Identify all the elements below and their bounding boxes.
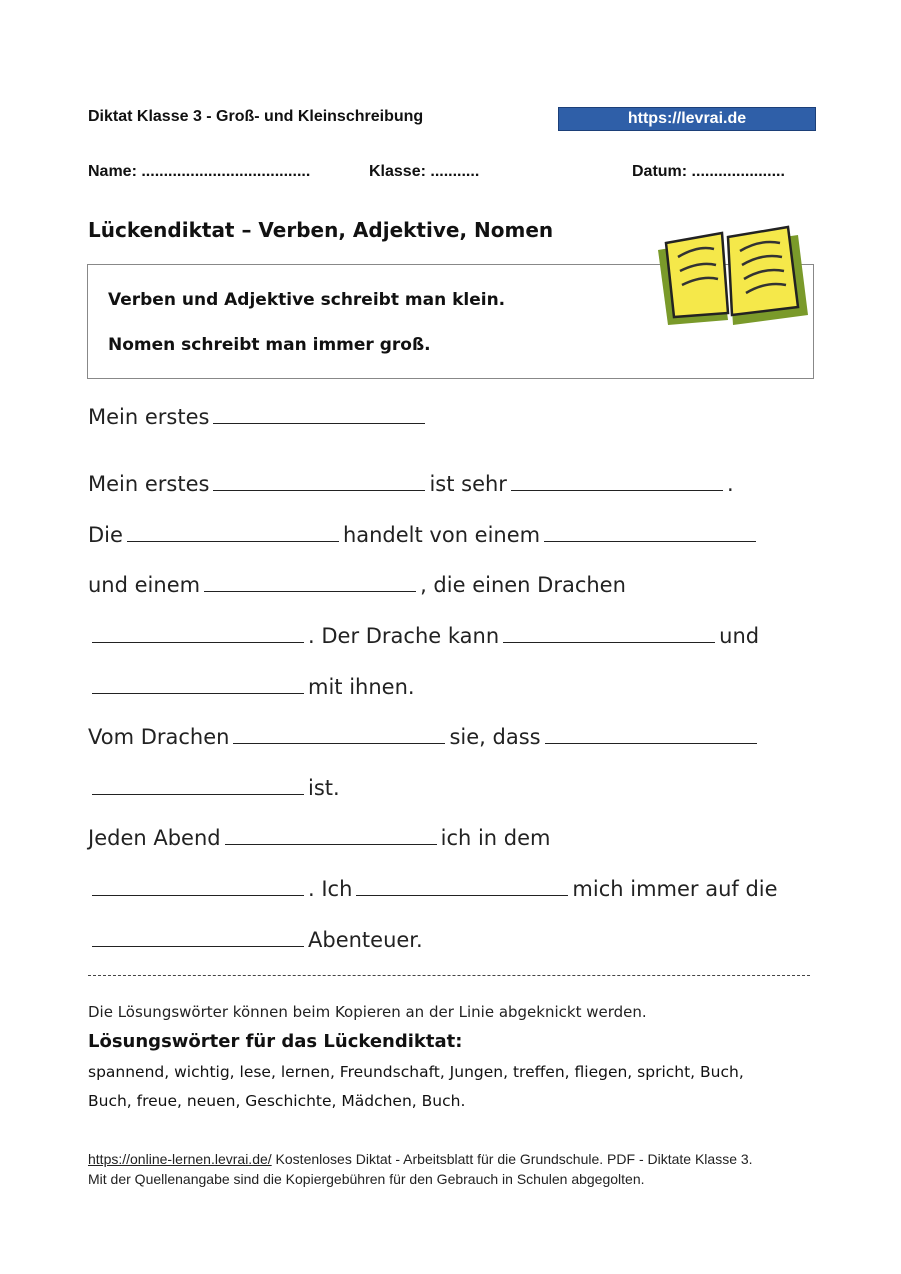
cut-note: Die Lösungswörter können beim Kopieren an der Linie abgeknickt werden.	[88, 1003, 647, 1021]
dictation-text: Jeden Abend	[88, 826, 221, 850]
blank-line[interactable]	[225, 823, 437, 845]
dictation-text: sie, dass	[449, 725, 541, 749]
blank-line[interactable]	[127, 520, 339, 542]
blank-line[interactable]	[92, 925, 304, 947]
dictation-text: mich immer auf die	[572, 877, 778, 901]
blank-line[interactable]	[545, 722, 757, 744]
dictation-line	[88, 823, 551, 850]
blank-line[interactable]	[92, 773, 304, 795]
solution-heading: Lösungswörter für das Lückendiktat:	[88, 1031, 463, 1052]
footer-line	[88, 1151, 753, 1167]
worksheet-header-title: Diktat Klasse 3 - Groß- und Kleinschreibung	[88, 108, 424, 125]
date-field: Datum: .....................	[632, 163, 785, 180]
cut-line-divider	[88, 975, 810, 976]
dictation-line	[88, 570, 626, 597]
name-field: Name: ......................................	[88, 163, 311, 180]
dictation-line	[88, 773, 340, 800]
dictation-text: Mein erstes	[88, 405, 210, 429]
site-badge[interactable]: https://levrai.de	[558, 107, 816, 131]
dictation-line	[88, 672, 415, 699]
dictation-text: , die einen Drachen	[420, 573, 626, 597]
dictation-line	[88, 469, 734, 496]
class-field: Klasse: ...........	[369, 163, 480, 180]
blank-line[interactable]	[233, 722, 445, 744]
blank-line[interactable]	[213, 469, 425, 491]
rule-text: Verben und Adjektive schreibt man klein.	[108, 290, 506, 310]
dictation-text: Abenteuer.	[308, 928, 423, 952]
footer-text: Kostenloses Diktat - Arbeitsblatt für die Grundschule. PDF - Diktate Klasse 3.	[271, 1151, 753, 1167]
blank-line[interactable]	[204, 570, 416, 592]
blank-line[interactable]	[92, 874, 304, 896]
dictation-line	[88, 874, 778, 901]
dictation-text: . Ich	[308, 877, 353, 901]
blank-line[interactable]	[92, 672, 304, 694]
dictation-text: . Der Drache kann	[308, 624, 500, 648]
dictation-line	[88, 520, 760, 547]
solution-words: Buch, freue, neuen, Geschichte, Mädchen, Buch.	[88, 1092, 466, 1110]
rule-text: Nomen schreibt man immer groß.	[108, 335, 431, 355]
dictation-line	[88, 621, 759, 648]
blank-line[interactable]	[92, 621, 304, 643]
dictation-text: ist sehr	[429, 472, 507, 496]
dictation-text: und einem	[88, 573, 201, 597]
dictation-line	[88, 722, 761, 749]
dictation-text: ich in dem	[440, 826, 551, 850]
dictation-text: .	[726, 472, 734, 496]
dictation-text: und	[719, 624, 760, 648]
dictation-text: Vom Drachen	[88, 725, 230, 749]
dictation-text: ist.	[308, 776, 340, 800]
dictation-text: Mein erstes	[88, 472, 210, 496]
dictation-line	[88, 925, 423, 952]
blank-line[interactable]	[511, 469, 723, 491]
footer-link[interactable]: https://online-lernen.levrai.de/	[88, 1151, 272, 1167]
dictation-line	[88, 402, 429, 429]
blank-line[interactable]	[213, 402, 425, 424]
dictation-text: mit ihnen.	[308, 675, 415, 699]
worksheet-title: Lückendiktat – Verben, Adjektive, Nomen	[88, 218, 554, 242]
footer-line: Mit der Quellenangabe sind die Kopiergebühren für den Gebrauch in Schulen abgegolten.	[88, 1171, 645, 1187]
blank-line[interactable]	[356, 874, 568, 896]
blank-line[interactable]	[544, 520, 756, 542]
solution-words: spannend, wichtig, lese, lernen, Freundschaft, Jungen, treffen, fliegen, spricht, Buch,	[88, 1063, 744, 1081]
blank-line[interactable]	[503, 621, 715, 643]
dictation-text: handelt von einem	[342, 523, 541, 547]
dictation-text: Die	[88, 523, 123, 547]
open-book-icon	[648, 225, 818, 335]
